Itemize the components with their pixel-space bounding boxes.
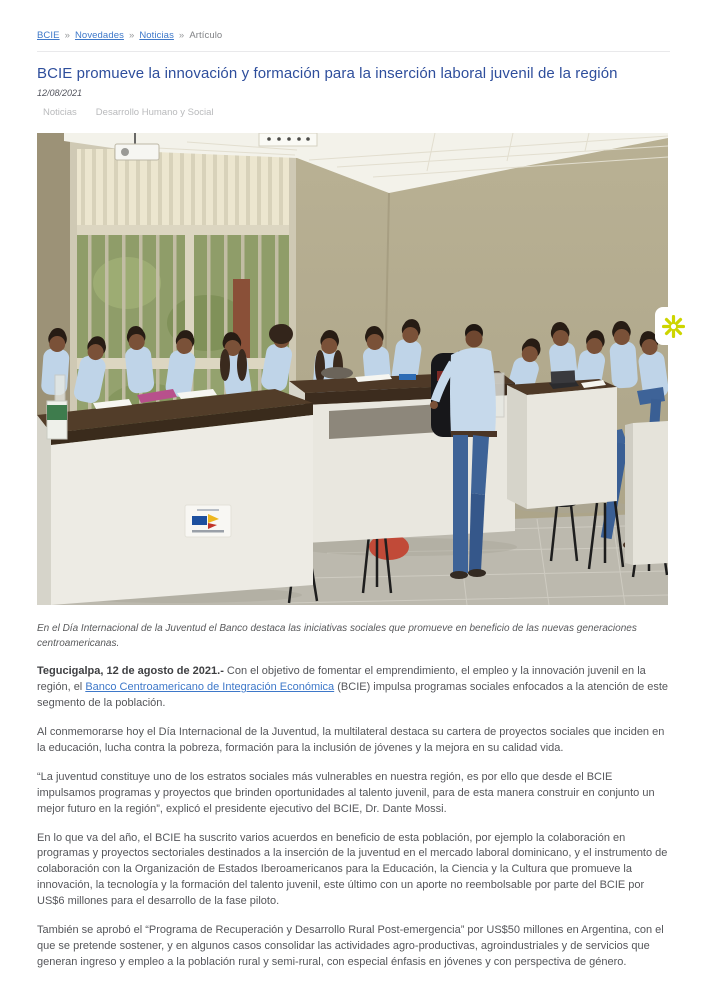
tag-desarrollo-humano[interactable]: Desarrollo Humano y Social (95, 107, 214, 118)
image-caption: En el Día Internacional de la Juventud el Banco destaca las iniciativas sociales que promueve en beneficio de las nuevas generaciones centroamericanas. (37, 623, 637, 649)
tag-list (37, 107, 670, 118)
paragraph-1-text-b: (BCIE) impulsa programas sociales enfocados a la atención de este segmento de la población. (37, 680, 669, 709)
header-divider (37, 51, 670, 52)
breadcrumb-link-novedades[interactable]: Novedades (74, 30, 124, 41)
breadcrumb (37, 30, 670, 41)
accessibility-widget-button[interactable] (655, 307, 707, 345)
breadcrumb-separator: » (128, 30, 135, 41)
tag-noticias[interactable]: Noticias (43, 107, 77, 118)
article-image (37, 133, 668, 605)
paragraph-1-text-a: Con el objetivo de fomentar el emprendimiento, el empleo y la innovación juvenil en la región, el (37, 665, 646, 693)
asterisk-icon (662, 315, 685, 338)
paragraph-2: Al conmemorarse hoy el Día Internacional de la Juventud, la multilateral destaca su cartera de proyectos sociales que inciden en la educación, lucha contra la pobreza, formación para la inclusión de jóvenes y la mejora en su calidad vida. (37, 725, 665, 754)
paragraph-1-lead: Tegucigalpa, 12 de agosto de 2021.- (37, 665, 224, 677)
paragraph-5: También se aprobó el “Programa de Recuperación y Desarrollo Rural Post-emergencia” por US$50 millones en Argentina, con el que se pretende sostener, y en algunos casos consolidar las actividades agro-productivas, agroindustriales y de servicios que generan ingreso y empleo a la población rural y semi-rural, con especial énfasis en jóvenes y con perspectiva de género. (37, 924, 664, 969)
article-title: BCIE promueve la innovación y formación para la inserción laboral juvenil de la región (37, 65, 618, 82)
breadcrumb-current: Artículo (189, 30, 223, 41)
breadcrumb-link-noticias[interactable]: Noticias (139, 30, 174, 41)
paragraph-1 (37, 664, 670, 712)
paragraph-3: “La juventud constituye uno de los estratos sociales más vulnerables en nuestra región, es por ello que desde el BCIE impulsamos programas y proyectos que brinden oportunidades al talento juvenil, para de esta manera construir en conjunto un mejor futuro en la región”, explicó el presidente ejecutivo del BCIE, Dr. Dante Mossi. (37, 770, 655, 815)
classroom-photo (37, 133, 668, 605)
article-date: 12/08/2021 (37, 88, 83, 98)
breadcrumb-separator: » (64, 30, 70, 41)
bcie-inline-link[interactable]: Banco Centroamericano de Integración Económica (85, 680, 335, 693)
paragraph-4: En lo que va del año, el BCIE ha suscrito varios acuerdos en beneficio de esta población, por ejemplo la colaboración en programas y proyectos sectoriales destinados a la inserción de la juventud en el mercado laboral dominicano, y el instrumento de colaboración con la Organización de Estados Iberoamericanos para la Educación, la Ciencia y la Cultura que promueve la innovación, la tecnología y la formación del talento juvenil, este último con un aporte no reembolsable por parte del BCIE por US$6 millones para el desarrollo de la fase piloto. (37, 831, 668, 908)
breadcrumb-separator: » (178, 30, 185, 41)
breadcrumb-link-bcie[interactable]: BCIE (37, 30, 60, 41)
